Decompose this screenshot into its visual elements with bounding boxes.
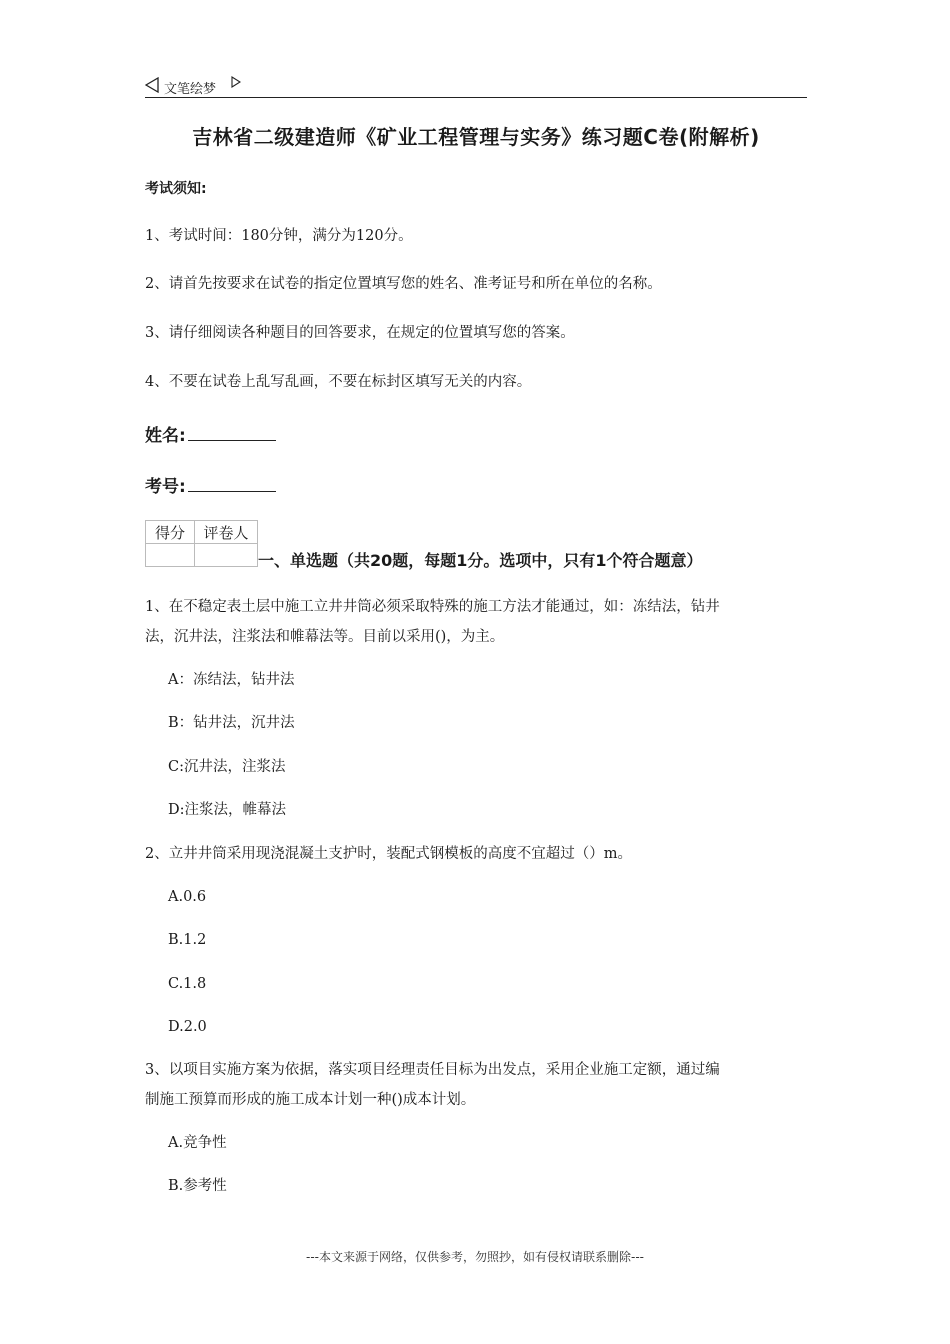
question-stem: 制施工预算而形成的施工成本计划一种()成本计划。 <box>145 1092 476 1108</box>
grader-cell[interactable] <box>195 544 258 567</box>
page-footer: ---本文来源于网络，仅供参考，勿照抄，如有侵权请联系删除--- <box>306 1250 644 1264</box>
notice-heading: 考试须知: <box>145 181 207 197</box>
question-stem: 3、以项目实施方案为依据，落实项目经理责任目标为出发点，采用企业施工定额，通过编 <box>145 1062 720 1078</box>
id-field[interactable] <box>145 472 276 497</box>
answer-option[interactable]: D:注浆法，帷幕法 <box>168 802 287 818</box>
answer-option[interactable]: A.0.6 <box>168 889 207 905</box>
triangle-left-icon <box>145 77 159 93</box>
answer-option[interactable]: B.参考性 <box>168 1178 227 1194</box>
name-label: 姓名: <box>145 426 186 446</box>
header-brand: 文笔绘梦 <box>164 82 217 97</box>
triangle-right-icon <box>231 76 241 88</box>
id-blank-line[interactable] <box>188 475 276 492</box>
answer-option[interactable]: B.1.2 <box>168 932 207 948</box>
answer-option[interactable]: A：冻结法，钻井法 <box>168 672 295 688</box>
score-cell[interactable] <box>146 544 195 567</box>
page-header <box>145 74 807 98</box>
answer-option[interactable]: C.1.8 <box>168 976 207 992</box>
answer-option[interactable]: D.2.0 <box>168 1019 207 1035</box>
grader-header: 评卷人 <box>195 521 258 544</box>
notice-item: 2、请首先按要求在试卷的指定位置填写您的姓名、准考证号和所在单位的名称。 <box>145 276 662 292</box>
notice-item: 1、考试时间：180分钟，满分为120分。 <box>145 228 413 244</box>
score-table <box>145 520 258 567</box>
name-blank-line[interactable] <box>188 424 276 441</box>
question-stem: 1、在不稳定表土层中施工立井井筒必须采取特殊的施工方法才能通过，如：冻结法，钻井 <box>145 599 720 615</box>
document-title: 吉林省二级建造师《矿业工程管理与实务》练习题C卷(附解析) <box>192 125 760 149</box>
notice-item: 3、请仔细阅读各种题目的回答要求，在规定的位置填写您的答案。 <box>145 325 575 341</box>
answer-option[interactable]: C:沉井法，注浆法 <box>168 759 286 775</box>
header-divider <box>145 97 807 98</box>
answer-option[interactable]: A.竞争性 <box>168 1135 227 1151</box>
answer-option[interactable]: B：钻井法，沉井法 <box>168 715 295 731</box>
section-heading: 一、单选题（共20题，每题1分。选项中，只有1个符合题意） <box>258 551 703 570</box>
question-stem: 2、立井井筒采用现浇混凝土支护时，装配式钢模板的高度不宜超过（）m。 <box>145 846 632 862</box>
id-label: 考号: <box>145 477 186 497</box>
name-field[interactable] <box>145 421 276 446</box>
notice-item: 4、不要在试卷上乱写乱画，不要在标封区填写无关的内容。 <box>145 374 532 390</box>
question-stem: 法，沉井法，注浆法和帷幕法等。目前以采用()，为主。 <box>145 629 505 645</box>
score-header: 得分 <box>146 521 195 544</box>
